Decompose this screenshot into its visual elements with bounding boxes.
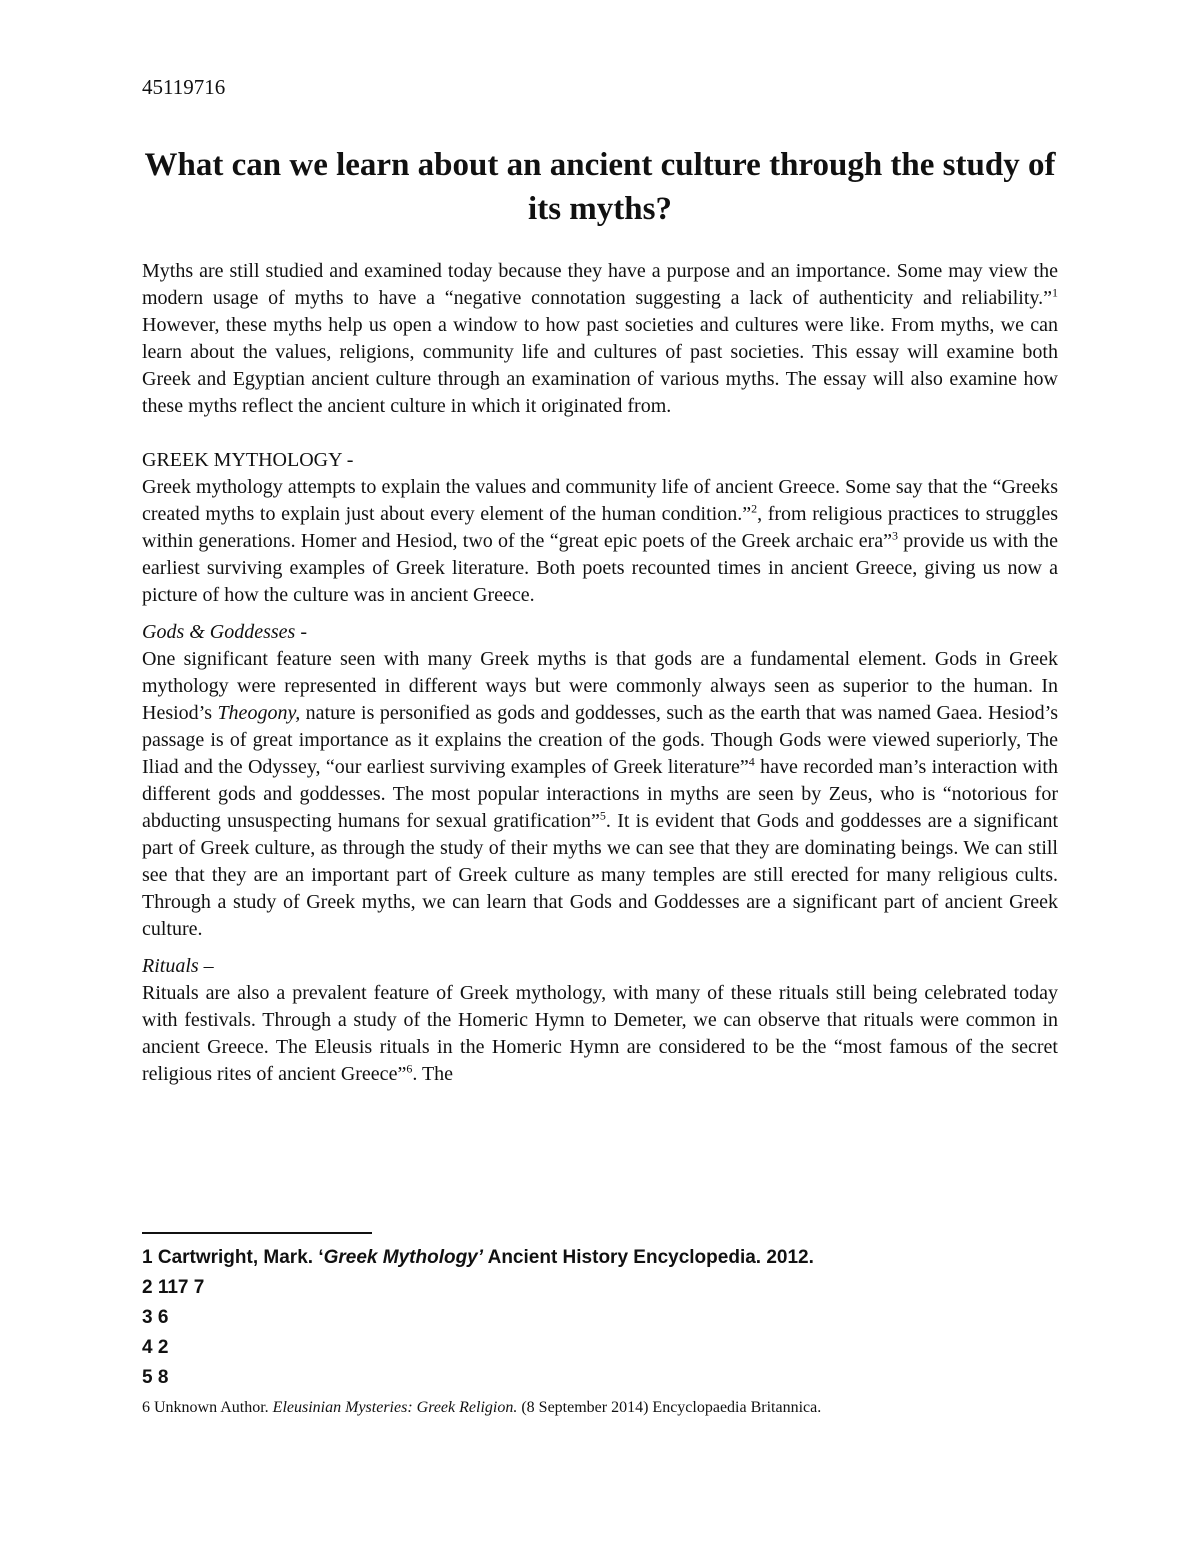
footnote-ref-4: 4 [748,754,755,769]
footnote-ref-1: 1 [1052,285,1058,300]
greek-text-2: , from religious practices to struggles within generations. Homer and Hesiod, two of the “great epic poets of the Greek archaic era” [142,503,1058,552]
footnote-6-author: 6 Unknown Author. [142,1399,273,1416]
footnote-1-author: 1 Cartwright, Mark. ‘ [142,1247,324,1268]
footnote-ref-5: 5 [599,808,606,823]
intro-text-2: However, these myths help us open a window to how past societies and cultures were like. From myths, we can learn about the values, religions, community life and cultures of past societies. This essay will examine both Greek and Egyptian ancient culture through an examination of various myths. The essay will also examine how these myths reflect the ancient culture in which it originated from. [142,314,1058,417]
footnote-separator [142,1232,372,1234]
gods-text-2: nature is personified as gods and goddesses, such as the earth that was named Gaea. Hesiod’s passage is of great importance as it explains the creation of the gods. Though Gods were viewed superiorly, The Iliad and the Odyssey, “our earliest surviving examples of Greek literature” [142,702,1058,778]
paragraph-gap [142,420,1058,447]
paragraph-gap [142,943,1058,953]
essay-body [142,258,1058,1088]
gods-heading: Gods & Goddesses - [142,621,307,643]
footnote-1-source: Ancient History Encyclopedia. 2012. [483,1247,814,1268]
footnote-4: 4 2 [142,1337,169,1358]
rituals-paragraph [142,980,1058,1088]
footnotes [142,1243,1058,1419]
theogony-title: Theogony, [217,702,301,724]
footnote-6 [142,1397,1058,1419]
greek-paragraph [142,474,1058,609]
rituals-heading: Rituals – [142,955,214,977]
gods-text-3: have recorded man’s interaction with different gods and goddesses. The most popular interactions in myths are seen by Zeus, who is “notorious for abducting unsuspecting humans for sexual gratification” [142,756,1058,832]
greek-text-3: provide us with the earliest surviving examples of Greek literature. Both poets recounted times in ancient Greece, giving us now a picture of how the culture was in ancient Greece. [142,530,1059,606]
footnote-6-source: (8 September 2014) Encyclopaedia Britannica. [517,1399,822,1416]
student-id: 45119716 [142,75,226,99]
footnote-2: 2 117 7 [142,1277,205,1298]
essay-title: What can we learn about an ancient culture through the study of its myths? [144,147,1056,227]
footnote-3: 3 6 [142,1307,169,1328]
footnote-ref-3: 3 [892,528,899,543]
footnote-1-title: Greek Mythology’ [323,1247,484,1268]
gods-text-1: One significant feature seen with many Greek myths is that gods are a fundamental element. Gods in Greek mythology were represented in different ways but were commonly always seen as superior to the human. In Hesiod’s [142,648,1058,724]
gods-paragraph [142,646,1058,943]
intro-paragraph [142,258,1058,420]
footnote-5: 5 8 [142,1367,169,1388]
footnote-1 [142,1243,1058,1273]
paragraph-gap [142,609,1058,619]
footnote-ref-2: 2 [751,501,758,516]
rituals-text-1: Rituals are also a prevalent feature of Greek mythology, with many of these rituals still being celebrated today with festivals. Through a study of the Homeric Hymn to Demeter, we can observe that rituals were common in ancient Greece. The Eleusis rituals in the Homeric Hymn are considered to be the “most famous of the secret religious rites of ancient Greece” [142,982,1058,1085]
rituals-text-2: . The [412,1063,454,1085]
intro-text-1: Myths are still studied and examined today because they have a purpose and an importance. Some may view the modern usage of myths to have a “negative connotation suggesting a lack of authenticity and reliability.” [142,260,1058,309]
greek-mythology-heading: GREEK MYTHOLOGY - [142,449,354,471]
footnote-6-title: Eleusinian Mysteries: Greek Religion. [272,1399,518,1416]
greek-text-1: Greek mythology attempts to explain the values and community life of ancient Greece. Some say that the “Greeks created myths to explain just about every element of the human condition.” [142,476,1058,525]
footnote-ref-6: 6 [406,1061,413,1076]
gods-text-4: . It is evident that Gods and goddesses are a significant part of Greek culture, as through the study of their myths we can see that they are dominating beings. We can still see that they are an important part of Greek culture as many temples are still erected for many religious cults. Through a study of Greek myths, we can learn that Gods and Goddesses are a significant part of ancient Greek culture. [142,810,1058,940]
